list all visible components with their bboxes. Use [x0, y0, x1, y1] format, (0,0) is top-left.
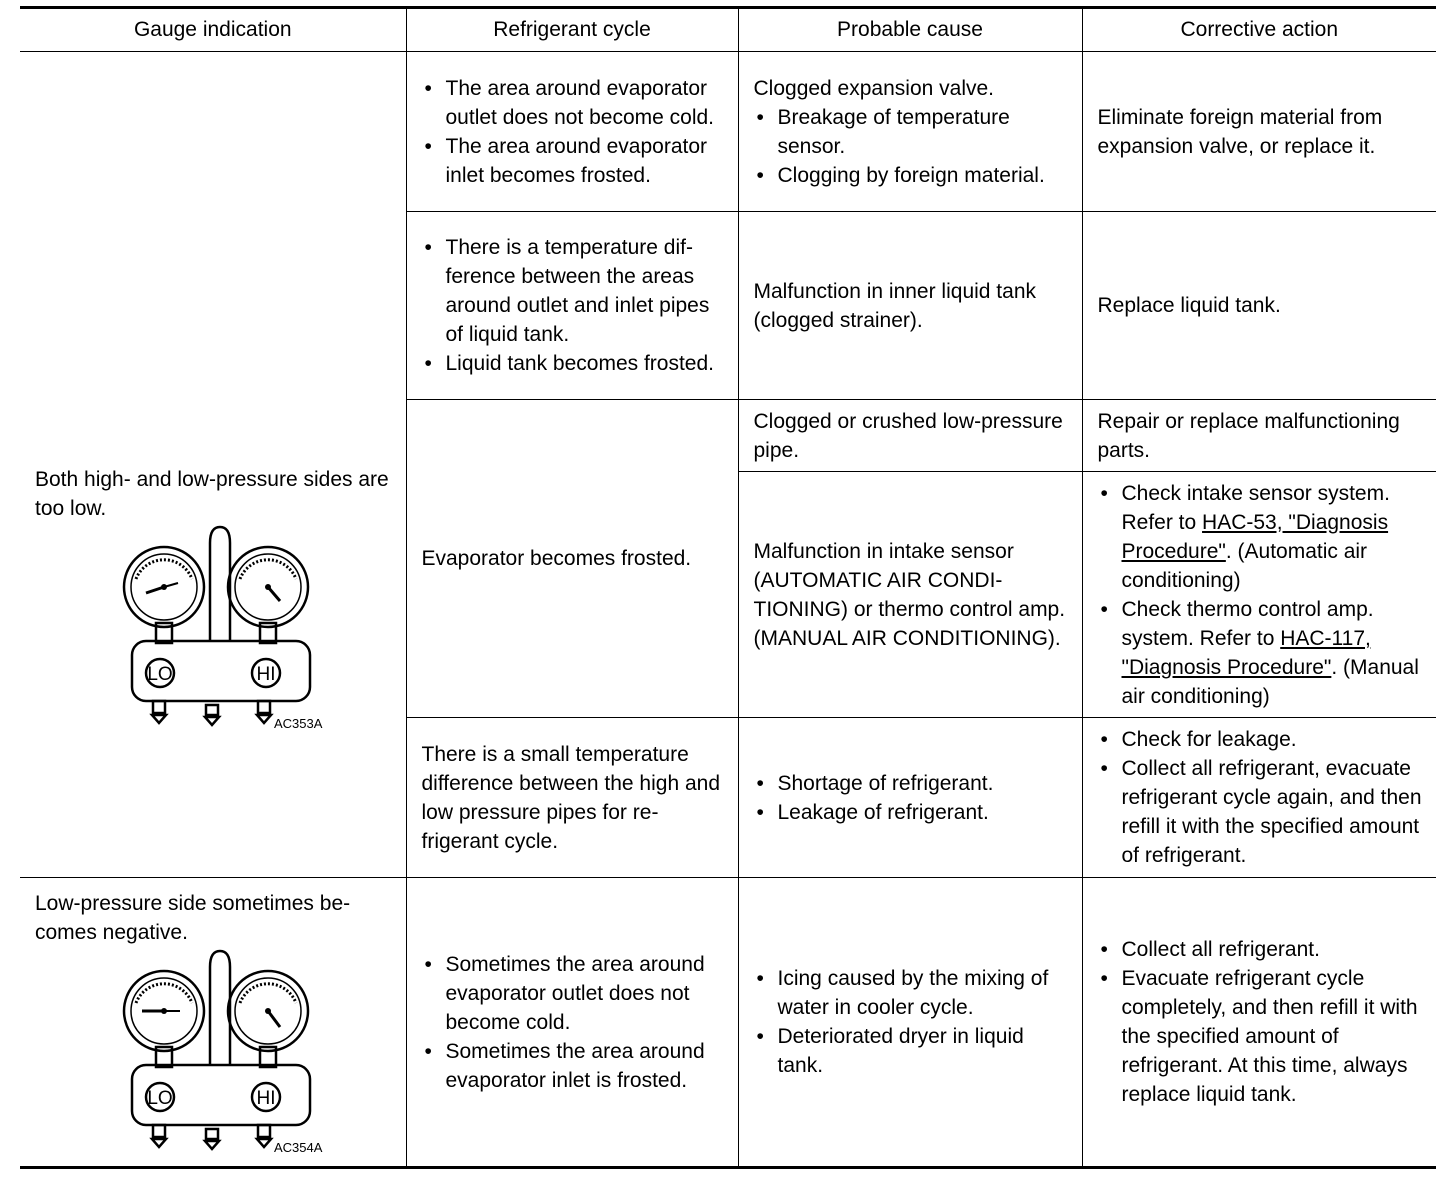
- list-item: [1098, 595, 1425, 711]
- gauge-indication-cell-1: [20, 52, 406, 878]
- reference-link-hac-117[interactable]: HAC-117, "Diagnosis Procedure": [1121, 626, 1371, 679]
- gauge-indication-cell-2: [20, 878, 406, 1168]
- list-item: • The area around evaporator inlet becomes frosted.: [422, 132, 726, 190]
- list-item: • Liquid tank becomes frosted.: [422, 349, 726, 378]
- table-row: [20, 878, 1436, 1168]
- refrigerant-cycle-text: There is a small temperature difference between the high and low pressure pipes for refrigerant cycle.: [421, 742, 721, 853]
- list-item: [1098, 479, 1425, 595]
- refrigerant-cycle-cell: [406, 400, 738, 718]
- list-item: • Clogging by foreign material.: [754, 161, 1070, 190]
- cause-lead: Clogged expansion valve.: [753, 76, 994, 100]
- refrigerant-cycle-cell: [406, 52, 738, 212]
- action-text: . (Automatic air conditioning): [1121, 539, 1368, 592]
- list-item: • The area around evaporator outlet does not become cold.: [422, 74, 726, 132]
- probable-cause-cell: [738, 718, 1082, 878]
- gauge-indication-text: Low-pressure side sometimes becomes negative.: [35, 892, 351, 944]
- list-item: • Sometimes the area around evaporator outlet does not become cold.: [422, 950, 726, 1037]
- probable-cause-text: Malfunction in intake sensor (AUTOMATIC AIR CONDITIONING) or thermo control amp. (MANUAL AIR CONDITIONING).: [753, 539, 1066, 650]
- probable-cause-cell: [738, 400, 1082, 472]
- action-text: Check intake sensor system. Refer to: [1121, 481, 1390, 534]
- figure-label: AC353A: [274, 715, 323, 731]
- refrigerant-cycle-text: Evaporator becomes frosted.: [421, 547, 692, 570]
- corrective-action-text: Repair or replace malfunctioning parts.: [1097, 409, 1400, 462]
- gauge-indication-text: Both high- and low-pressure sides are too low.: [35, 467, 389, 520]
- gauge-lo-label: LO: [147, 1088, 173, 1109]
- corrective-action-cell: [1082, 52, 1436, 212]
- list-item: • Sometimes the area around evaporator inlet is frosted.: [422, 1037, 726, 1095]
- probable-cause-cell: [738, 472, 1082, 718]
- table-row: [20, 52, 1436, 212]
- corrective-action-cell: [1082, 472, 1436, 718]
- probable-cause-cell: [738, 212, 1082, 400]
- probable-cause-text: Clogged or crushed low-pressure pipe.: [753, 409, 1063, 462]
- list-item: • Breakage of temperature sensor.: [754, 103, 1070, 161]
- gauge-hi-label: HI: [256, 1088, 276, 1109]
- gauge-hi-label: HI: [256, 663, 276, 685]
- list-item: • Collect all refrigerant.: [1098, 935, 1425, 964]
- refrigerant-cycle-cell: [406, 212, 738, 400]
- reference-link-hac-53[interactable]: HAC-53, "Diagnosis Procedure": [1121, 510, 1389, 563]
- corrective-action-text: Eliminate foreign material from expansion valve, or replace it.: [1097, 105, 1383, 158]
- list-item: • Evacuate refrigerant cycle completely, and then refill it with the specified amount of refrigerant. At this time, always replace liquid tank.: [1098, 964, 1425, 1109]
- action-text: . (Manual air conditioning): [1121, 655, 1419, 708]
- probable-cause-cell: [738, 878, 1082, 1168]
- refrigerant-cycle-cell: [406, 878, 738, 1168]
- header-gauge-indication: Gauge indication: [20, 8, 406, 52]
- probable-cause-cell: [738, 52, 1082, 212]
- probable-cause-text: Malfunction in inner liquid tank (clogged strainer).: [753, 279, 1036, 332]
- list-item: • Leakage of refrigerant.: [754, 798, 1070, 827]
- gauge-lo-label: LO: [147, 663, 173, 685]
- list-item: • Deteriorated dryer in liquid tank.: [754, 1022, 1070, 1080]
- manifold-gauge-figure: [120, 947, 350, 1159]
- corrective-action-cell: [1082, 718, 1436, 878]
- refrigerant-cycle-cell: [406, 718, 738, 878]
- list-item: • Icing caused by the mixing of water in cooler cycle.: [754, 964, 1070, 1022]
- corrective-action-text: Replace liquid tank.: [1097, 294, 1281, 317]
- corrective-action-cell: [1082, 212, 1436, 400]
- list-item: • Check for leakage.: [1098, 725, 1425, 754]
- header-row: [20, 8, 1436, 52]
- action-text: Check thermo control amp. system. Refer to: [1121, 597, 1374, 650]
- header-corrective-action: Corrective action: [1082, 8, 1436, 52]
- list-item: • Collect all refrigerant, evacuate refrigerant cycle again, and then refill it with the specified amount of refrigerant.: [1098, 754, 1425, 870]
- manifold-gauge-figure: [120, 523, 350, 735]
- diagnosis-table: [20, 6, 1436, 1169]
- list-item: • There is a temperature difference between the areas around outlet and inlet pipes of liquid tank.: [422, 233, 726, 349]
- header-refrigerant-cycle: Refrigerant cycle: [406, 8, 738, 52]
- figure-label: AC354A: [274, 1140, 323, 1155]
- corrective-action-cell: [1082, 400, 1436, 472]
- header-probable-cause: Probable cause: [738, 8, 1082, 52]
- corrective-action-cell: [1082, 878, 1436, 1168]
- list-item: • Shortage of refrigerant.: [754, 769, 1070, 798]
